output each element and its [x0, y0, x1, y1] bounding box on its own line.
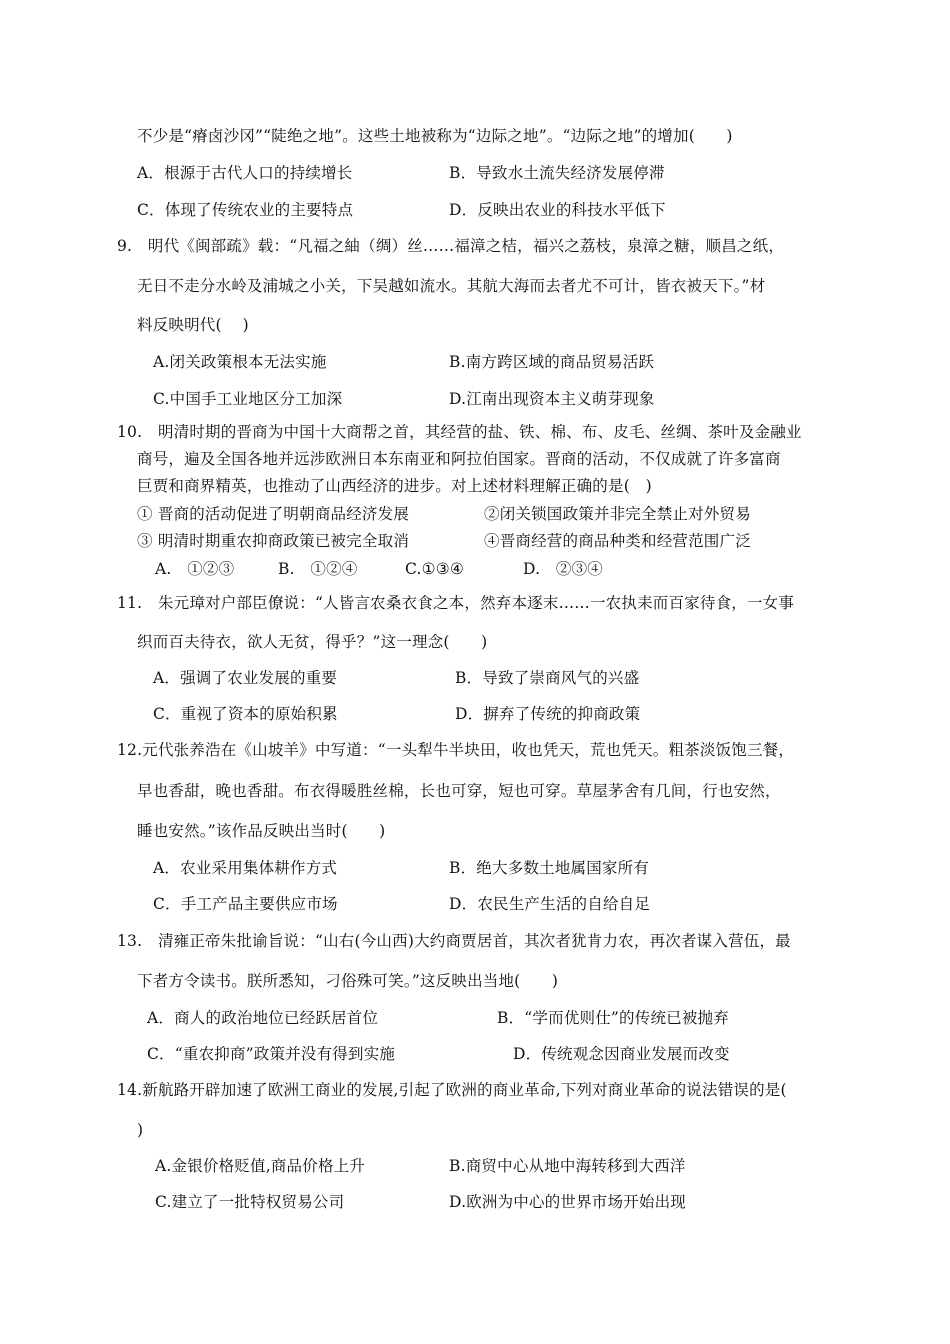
q10-statement-2: ②闭关锁国政策并非完全禁止对外贸易: [484, 505, 751, 523]
q13-stem-line-1: 13. 清雍正帝朱批谕旨说：“山右(今山西)大约商贾居首，其次者犹肯力农，再次者谋入营伍，最: [117, 932, 791, 950]
q12-option-a: A．农业采用集体耕作方式: [153, 859, 338, 877]
q14-option-d: D.欧洲为中心的世界市场开始出现: [449, 1193, 687, 1211]
q11-stem-line-1: 11. 朱元璋对户部臣僚说：“人皆言农桑衣食之本，然弃本逐末……一农执耒而百家待食，一女事: [117, 594, 795, 612]
q8-option-c: C．体现了传统农业的主要特点: [137, 201, 354, 219]
q10-option-c: C.①③④: [405, 560, 464, 578]
q13-stem-line-2: 下者方令读书。朕所悉知，刁俗殊可笑。”这反映出当地( ): [137, 972, 559, 990]
q12-stem-line-2: 早也香甜，晚也香甜。布衣得暖胜丝棉，长也可穿，短也可穿。草屋茅舍有几间，行也安然，: [137, 782, 781, 800]
q9-option-a: A.闭关政策根本无法实施: [153, 353, 327, 371]
q14-stem-line-1: 14.新航路开辟加速了欧洲工商业的发展,引起了欧洲的商业革命,下列对商业革命的说法错误的是(: [117, 1081, 787, 1099]
q10-stem-line-2: 商号，遍及全国各地并远涉欧洲日本东南亚和阿拉伯国家。晋商的活动，不仅成就了许多富商: [137, 450, 781, 468]
q8-option-d: D．反映出农业的科技水平低下: [449, 201, 666, 219]
q11-option-c: C．重视了资本的原始积累: [153, 705, 338, 723]
q9-stem-line-2: 无日不走分水岭及浦城之小关，下吴越如流水。其航大海而去者尤不可计，皆衣被天下。”材: [137, 277, 766, 295]
q13-option-c: C．“重农抑商”政策并没有得到实施: [147, 1045, 396, 1063]
q14-option-c: C.建立了一批特权贸易公司: [155, 1193, 345, 1211]
q10-option-a: A. ①②③: [155, 560, 235, 578]
q10-stem-line-3: 巨贾和商界精英，也推动了山西经济的进步。对上述材料理解正确的是( ): [137, 477, 652, 495]
q8-option-a: A．根源于古代人口的持续增长: [137, 164, 353, 182]
q14-stem-line-2: ): [137, 1121, 144, 1139]
q9-option-c: C.中国手工业地区分工加深: [153, 390, 343, 408]
q9-stem-line-1: 9. 明代《闽部疏》载：“凡福之紬（绸）丝……福漳之桔，福兴之荔枝，泉漳之糖，顺昌之纸，: [117, 237, 785, 255]
q10-statement-3: ③ 明清时期重农抑商政策已被完全取消: [137, 532, 410, 550]
q8-stem-end: 不少是“瘠卤沙冈”“陡绝之地”。这些土地被称为“边际之地”。“边际之地”的增加( ): [137, 127, 733, 145]
q14-option-a: A.金银价格贬值,商品价格上升: [155, 1157, 366, 1175]
q9-option-d: D.江南出现资本主义萌芽现象: [449, 390, 655, 408]
q9-stem-line-3: 料反映明代( ): [137, 316, 249, 334]
q13-option-a: A．商人的政治地位已经跃居首位: [147, 1009, 379, 1027]
q8-option-b: B．导致水土流失经济发展停滞: [449, 164, 665, 182]
q11-stem-line-2: 织而百夫待衣，欲人无贫，得乎？”这一理念( ): [137, 633, 488, 651]
q9-option-b: B.南方跨区域的商品贸易活跃: [449, 353, 655, 371]
q11-option-a: A．强调了农业发展的重要: [153, 669, 338, 687]
q12-stem-line-1: 12.元代张养浩在《山坡羊》中写道：“一头犁牛半块田，收也凭天，荒也凭天。粗茶淡饭饱三餐，: [117, 741, 795, 759]
q12-option-d: D．农民生产生活的自给自足: [449, 895, 651, 913]
q11-option-d: D．摒弃了传统的抑商政策: [455, 705, 641, 723]
q11-option-b: B．导致了崇商风气的兴盛: [455, 669, 640, 687]
q10-stem-line-1: 10. 明清时期的晋商为中国十大商帮之首，其经营的盐、铁、棉、布、皮毛、丝绸、茶叶及金融业: [117, 423, 802, 441]
q13-option-b: B．“学而优则仕”的传统已被抛弃: [497, 1009, 729, 1027]
q10-statement-4: ④晋商经营的商品种类和经营范围广泛: [484, 532, 751, 550]
q12-option-b: B．绝大多数土地属国家所有: [449, 859, 649, 877]
q10-option-d: D. ②③④: [523, 560, 604, 578]
q14-option-b: B.商贸中心从地中海转移到大西洋: [449, 1157, 686, 1175]
q12-stem-line-3: 睡也安然。”该作品反映出当时( ): [137, 822, 386, 840]
q10-statement-1: ① 晋商的活动促进了明朝商品经济发展: [137, 505, 410, 523]
q13-option-d: D．传统观念因商业发展而改变: [513, 1045, 730, 1063]
q10-option-b: B. ①②④: [278, 560, 358, 578]
q12-option-c: C．手工产品主要供应市场: [153, 895, 338, 913]
